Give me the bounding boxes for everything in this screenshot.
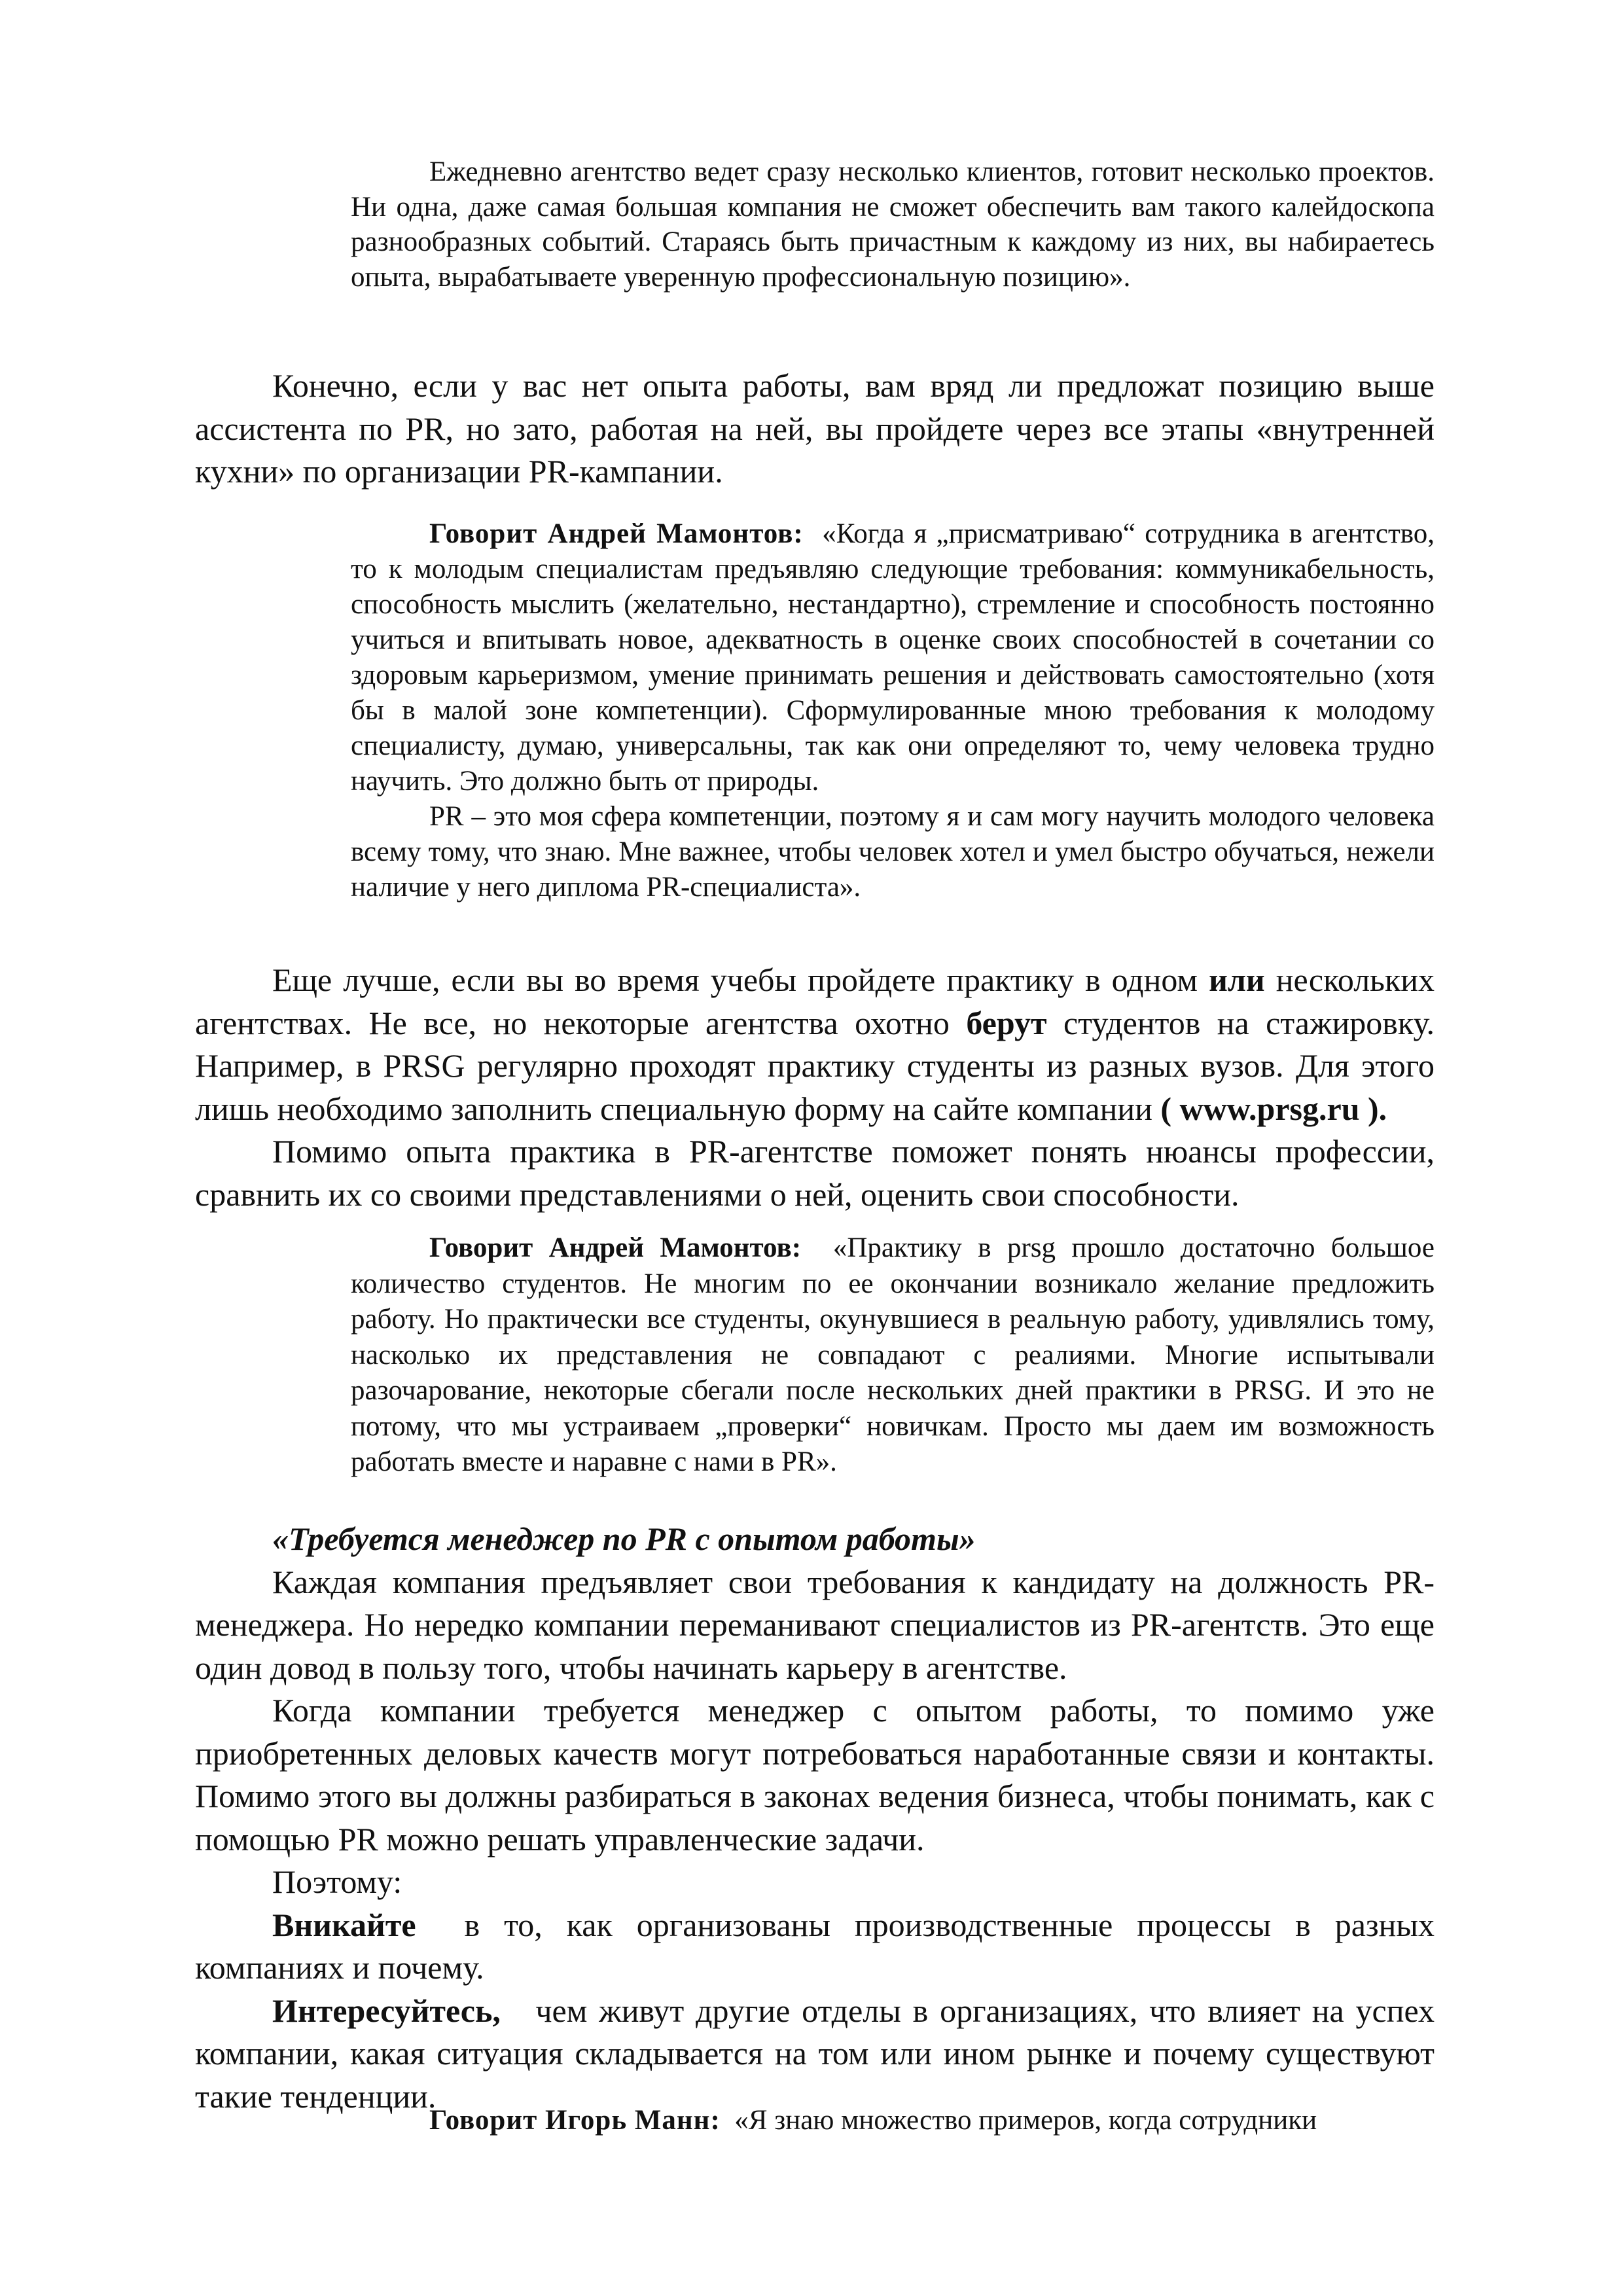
paragraph xyxy=(195,1861,1435,1904)
quote-paragraph xyxy=(351,799,1435,905)
paragraph-text: Помимо опыта практика в PR-агентстве поможет понять нюансы профессии, сравнить их со своими представлениями о ней, оценить свои способности. xyxy=(195,1133,1435,1213)
emphasis: Вникайте xyxy=(272,1906,416,1943)
paragraph xyxy=(195,365,1435,493)
paragraph xyxy=(195,1689,1435,1861)
quote-text: PR – это моя сфера компетенции, поэтому я и сам могу научить молодого человека всему тому, что знаю. Мне важнее, чтобы человек хотел и умел быстро обучаться, нежели наличие у него диплома PR-специалиста». xyxy=(351,801,1435,903)
paragraph-text: студентов на стажировку. Например, в PRSG регулярно проходят практику студенты из разных вузов. Для этого лишь необходимо заполнить специальную форму на сайте компании xyxy=(195,1004,1435,1127)
emphasis: Интересуйтесь, xyxy=(272,1992,501,2029)
quote-speaker: Говорит Андрей Мамонтов: xyxy=(429,518,804,549)
quote-paragraph xyxy=(351,516,1435,799)
quote-mamontov-2 xyxy=(351,1230,1435,1480)
quote-text: «Практику в prsg прошло достаточно большое количество студентов. Не многим по ее окончании возникало желание предложить работу. Но практически все студенты, окунувшиеся в реальную работу, удивлялись тому, насколько их представления не совпадают с реалиями. Многие испытывали разочарование, некоторые сбегали после нескольких дней практики в PRSG. И это не потому, что мы устраиваем „проверки“ новичкам. Просто мы даем им возможность работать вместе и наравне с нами в PR». xyxy=(351,1232,1435,1477)
paragraph xyxy=(195,1561,1435,1690)
paragraph-text: Конечно, если у вас нет опыта работы, вам вряд ли предложат позицию выше ассистента по PR, но зато, работая на ней, вы пройдете через все этапы «внутренней кухни» по организации PR-кампании. xyxy=(195,367,1435,490)
quote-text: Ежедневно агентство ведет сразу несколько клиентов, готовит несколько проектов. Ни одна, даже самая большая компания не сможет обеспечить вам такого калейдоскопа разнообразных событий. Стараясь быть причастным к каждому из них, вы набираетесь опыта, вырабатываете уверенную профессиональную позицию». xyxy=(351,156,1435,293)
paragraph xyxy=(195,1904,1435,1990)
paragraph-text: в то, как организованы производственные процессы в разных компаниях и почему. xyxy=(195,1906,1435,1986)
quote-speaker: Говорит Андрей Мамонтов: xyxy=(429,1232,802,1263)
paragraph-text: Каждая компания предъявляет свои требования к кандидату на должность PR-менеджера. Но нередко компании переманивают специалистов из PR-агентств. Это еще один довод в пользу того, чтобы начинать карьеру в агентстве. xyxy=(195,1563,1435,1686)
section-heading: «Требуется менеджер по PR с опытом работы» xyxy=(272,1520,976,1557)
paragraph-text: Еще лучше, если вы во время учебы пройдете практику в одном xyxy=(272,961,1198,998)
paragraph-group xyxy=(195,959,1435,1216)
paragraph xyxy=(195,1990,1435,2119)
quote-mann xyxy=(351,2103,1435,2138)
website-link[interactable]: ( www.prsg.ru ). xyxy=(1160,1090,1387,1127)
quote-text: «Я знаю множество примеров, когда сотрудники xyxy=(734,2105,1317,2136)
quote-mamontov-1 xyxy=(351,516,1435,905)
quote-continuation xyxy=(351,154,1435,295)
paragraph xyxy=(195,959,1435,1130)
paragraph-text: Поэтому: xyxy=(272,1863,402,1900)
emphasis: или xyxy=(1209,961,1265,998)
paragraph-text: чем живут другие отделы в организациях, что влияет на успех компании, какая ситуация складывается на том или ином рынке и почему существуют такие тенденции. xyxy=(195,1992,1435,2115)
emphasis: берут xyxy=(966,1004,1047,1041)
paragraph xyxy=(195,1130,1435,1216)
paragraph-text: нескольких агентствах. Не все, но некоторые агентства охотно xyxy=(195,961,1435,1041)
quote-speaker: Говорит Игорь Манн: xyxy=(429,2105,721,2136)
section xyxy=(195,1518,1435,2118)
paragraph-text: Когда компании требуется менеджер с опытом работы, то помимо уже приобретенных деловых качеств могут потребоваться наработанные связи и контакты. Помимо этого вы должны разбираться в законах ведения бизнеса, чтобы понимать, как с помощью PR можно решать управленческие задачи. xyxy=(195,1692,1435,1857)
quote-text: «Когда я „присматриваю“ сотрудника в агентство, то к молодым специалистам предъявляю следующие требования: коммуникабельность, способность мыслить (желательно, нестандартно), стремление и способность постоянно учиться и впитывать новое, адекватность в оценке своих способностей в сочетании со здоровым карьеризмом, умение принимать решения и действовать самостоятельно (хотя бы в малой зоне компетенции). Сформулированные мною требования к молодому специалисту, думаю, универсальны, так как они определяют то, чему человека трудно научить. Это должно быть от природы. xyxy=(351,518,1435,797)
